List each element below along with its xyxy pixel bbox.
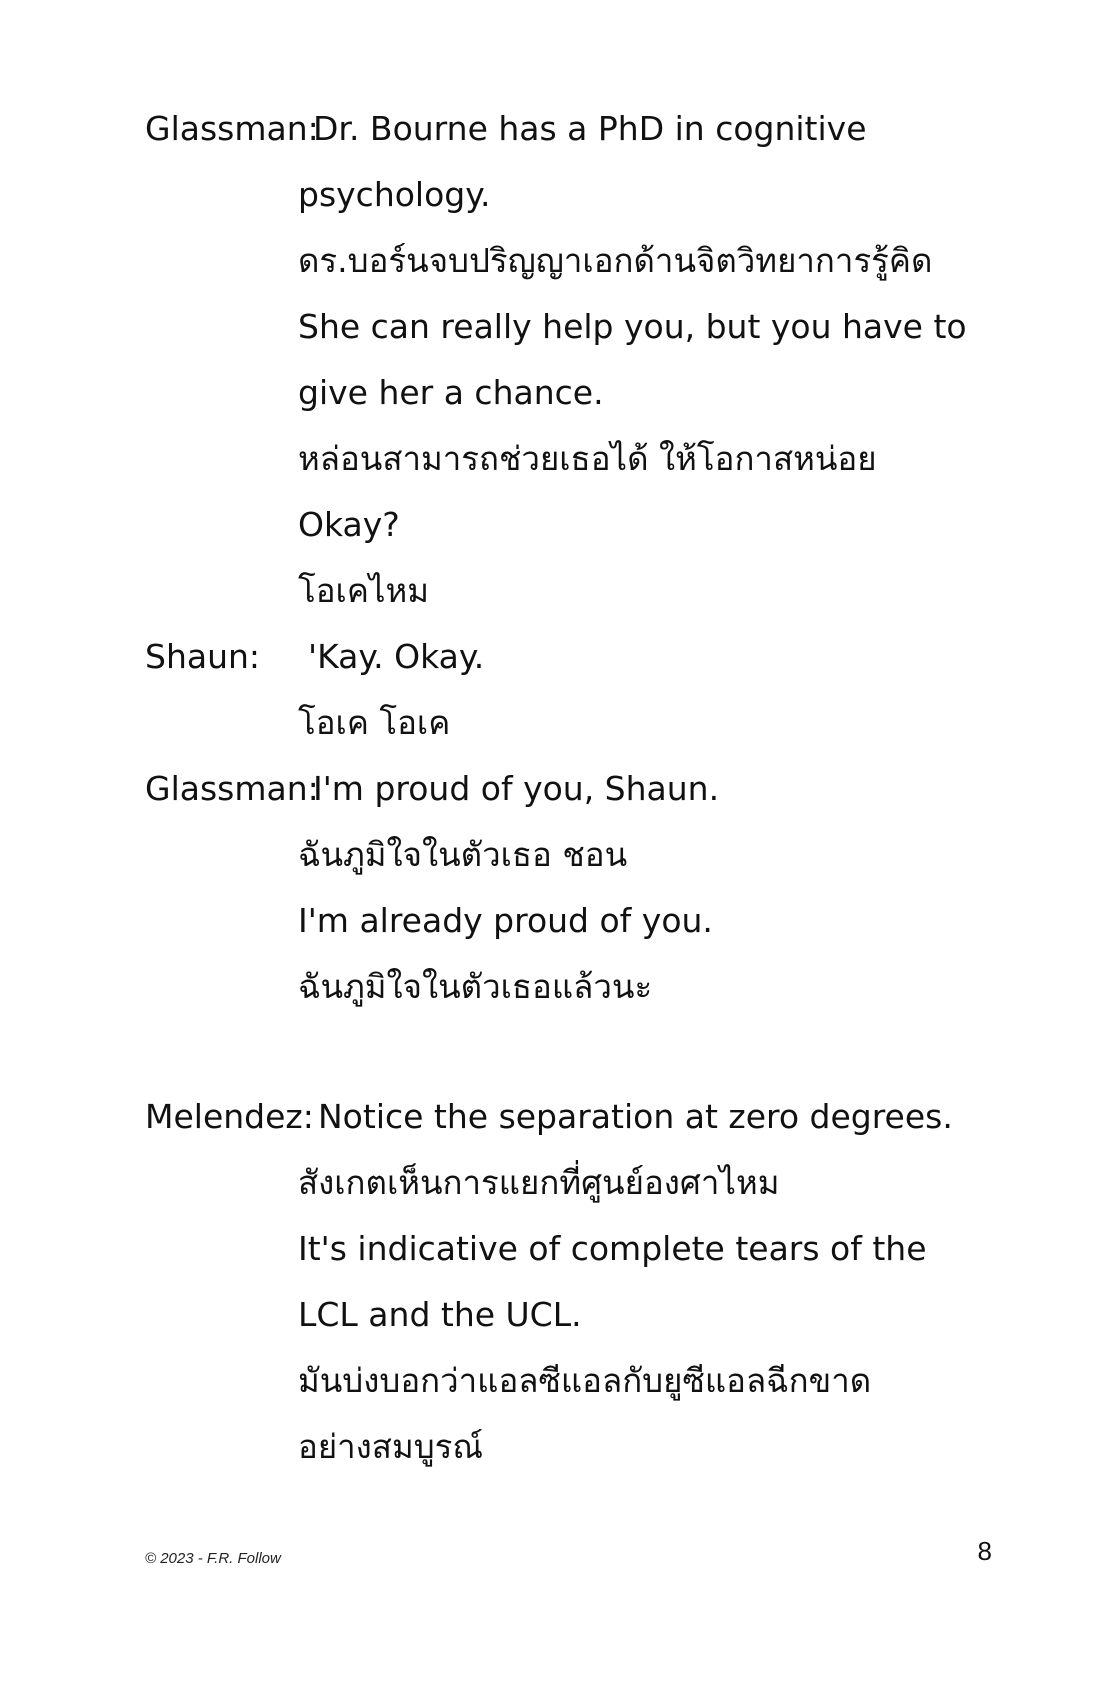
dialogue-line — [145, 954, 1025, 1020]
line-text: LCL and the UCL. — [298, 1295, 582, 1334]
line-text: ดร.บอร์นจบปริญญาเอกด้านจิตวิทยาการรู้คิด — [298, 241, 933, 280]
dialogue-line — [145, 1414, 1025, 1480]
line-text: It's indicative of complete tears of the — [298, 1229, 927, 1268]
transcript-content — [145, 96, 1025, 1480]
line-text: โอเคไหม — [298, 571, 430, 610]
line-text: She can really help you, but you have to — [298, 307, 967, 346]
dialogue-block — [145, 1084, 1025, 1480]
line-text: Dr. Bourne has a PhD in cognitive — [313, 109, 867, 148]
dialogue-line — [145, 690, 1025, 756]
dialogue-line — [145, 1348, 1025, 1414]
line-text: Notice the separation at zero degrees. — [318, 1097, 953, 1136]
line-text: โอเค โอเค — [298, 703, 451, 742]
dialogue-line: Glassman: Dr. Bourne has a PhD in cognitive — [145, 96, 1025, 162]
block-spacer — [145, 1020, 1025, 1084]
dialogue-block — [145, 96, 1025, 1020]
line-text: give her a chance. — [298, 373, 604, 412]
line-text: Okay? — [298, 505, 400, 544]
line-text: หล่อนสามารถช่วยเธอได้ ให้โอกาสหน่อย — [298, 439, 877, 478]
dialogue-line — [145, 162, 1025, 228]
dialogue-line — [145, 558, 1025, 624]
line-text: psychology. — [298, 175, 491, 214]
line-text: ฉันภูมิใจในตัวเธอ ชอน — [298, 835, 628, 874]
line-text: ฉันภูมิใจในตัวเธอแล้วนะ — [298, 967, 653, 1006]
dialogue-line — [145, 1150, 1025, 1216]
dialogue-line — [145, 360, 1025, 426]
dialogue-line — [145, 492, 1025, 558]
dialogue-line: Glassman: I'm proud of you, Shaun. — [145, 756, 1025, 822]
dialogue-line: Melendez: Notice the separation at zero degrees. — [145, 1084, 1025, 1150]
line-text: I'm already proud of you. — [298, 901, 713, 940]
dialogue-line — [145, 1216, 1025, 1282]
dialogue-line — [145, 888, 1025, 954]
copyright-footer: © 2023 - F.R. Follow — [145, 1550, 281, 1567]
dialogue-line — [145, 1282, 1025, 1348]
line-text: 'Kay. Okay. — [308, 637, 485, 676]
line-text: มันบ่งบอกว่าแอลซีแอลกับยูซีแอลฉีกขาด — [298, 1361, 872, 1400]
page-number: 8 — [977, 1536, 992, 1566]
line-text: สังเกตเห็นการแยกที่ศูนย์องศาไหม — [298, 1163, 780, 1202]
line-text: อย่างสมบูรณ์ — [298, 1427, 483, 1466]
dialogue-line — [145, 294, 1025, 360]
line-text: I'm proud of you, Shaun. — [313, 769, 720, 808]
dialogue-line — [145, 228, 1025, 294]
dialogue-line — [145, 822, 1025, 888]
dialogue-line — [145, 426, 1025, 492]
dialogue-line: Shaun: 'Kay. Okay. — [145, 624, 1025, 690]
